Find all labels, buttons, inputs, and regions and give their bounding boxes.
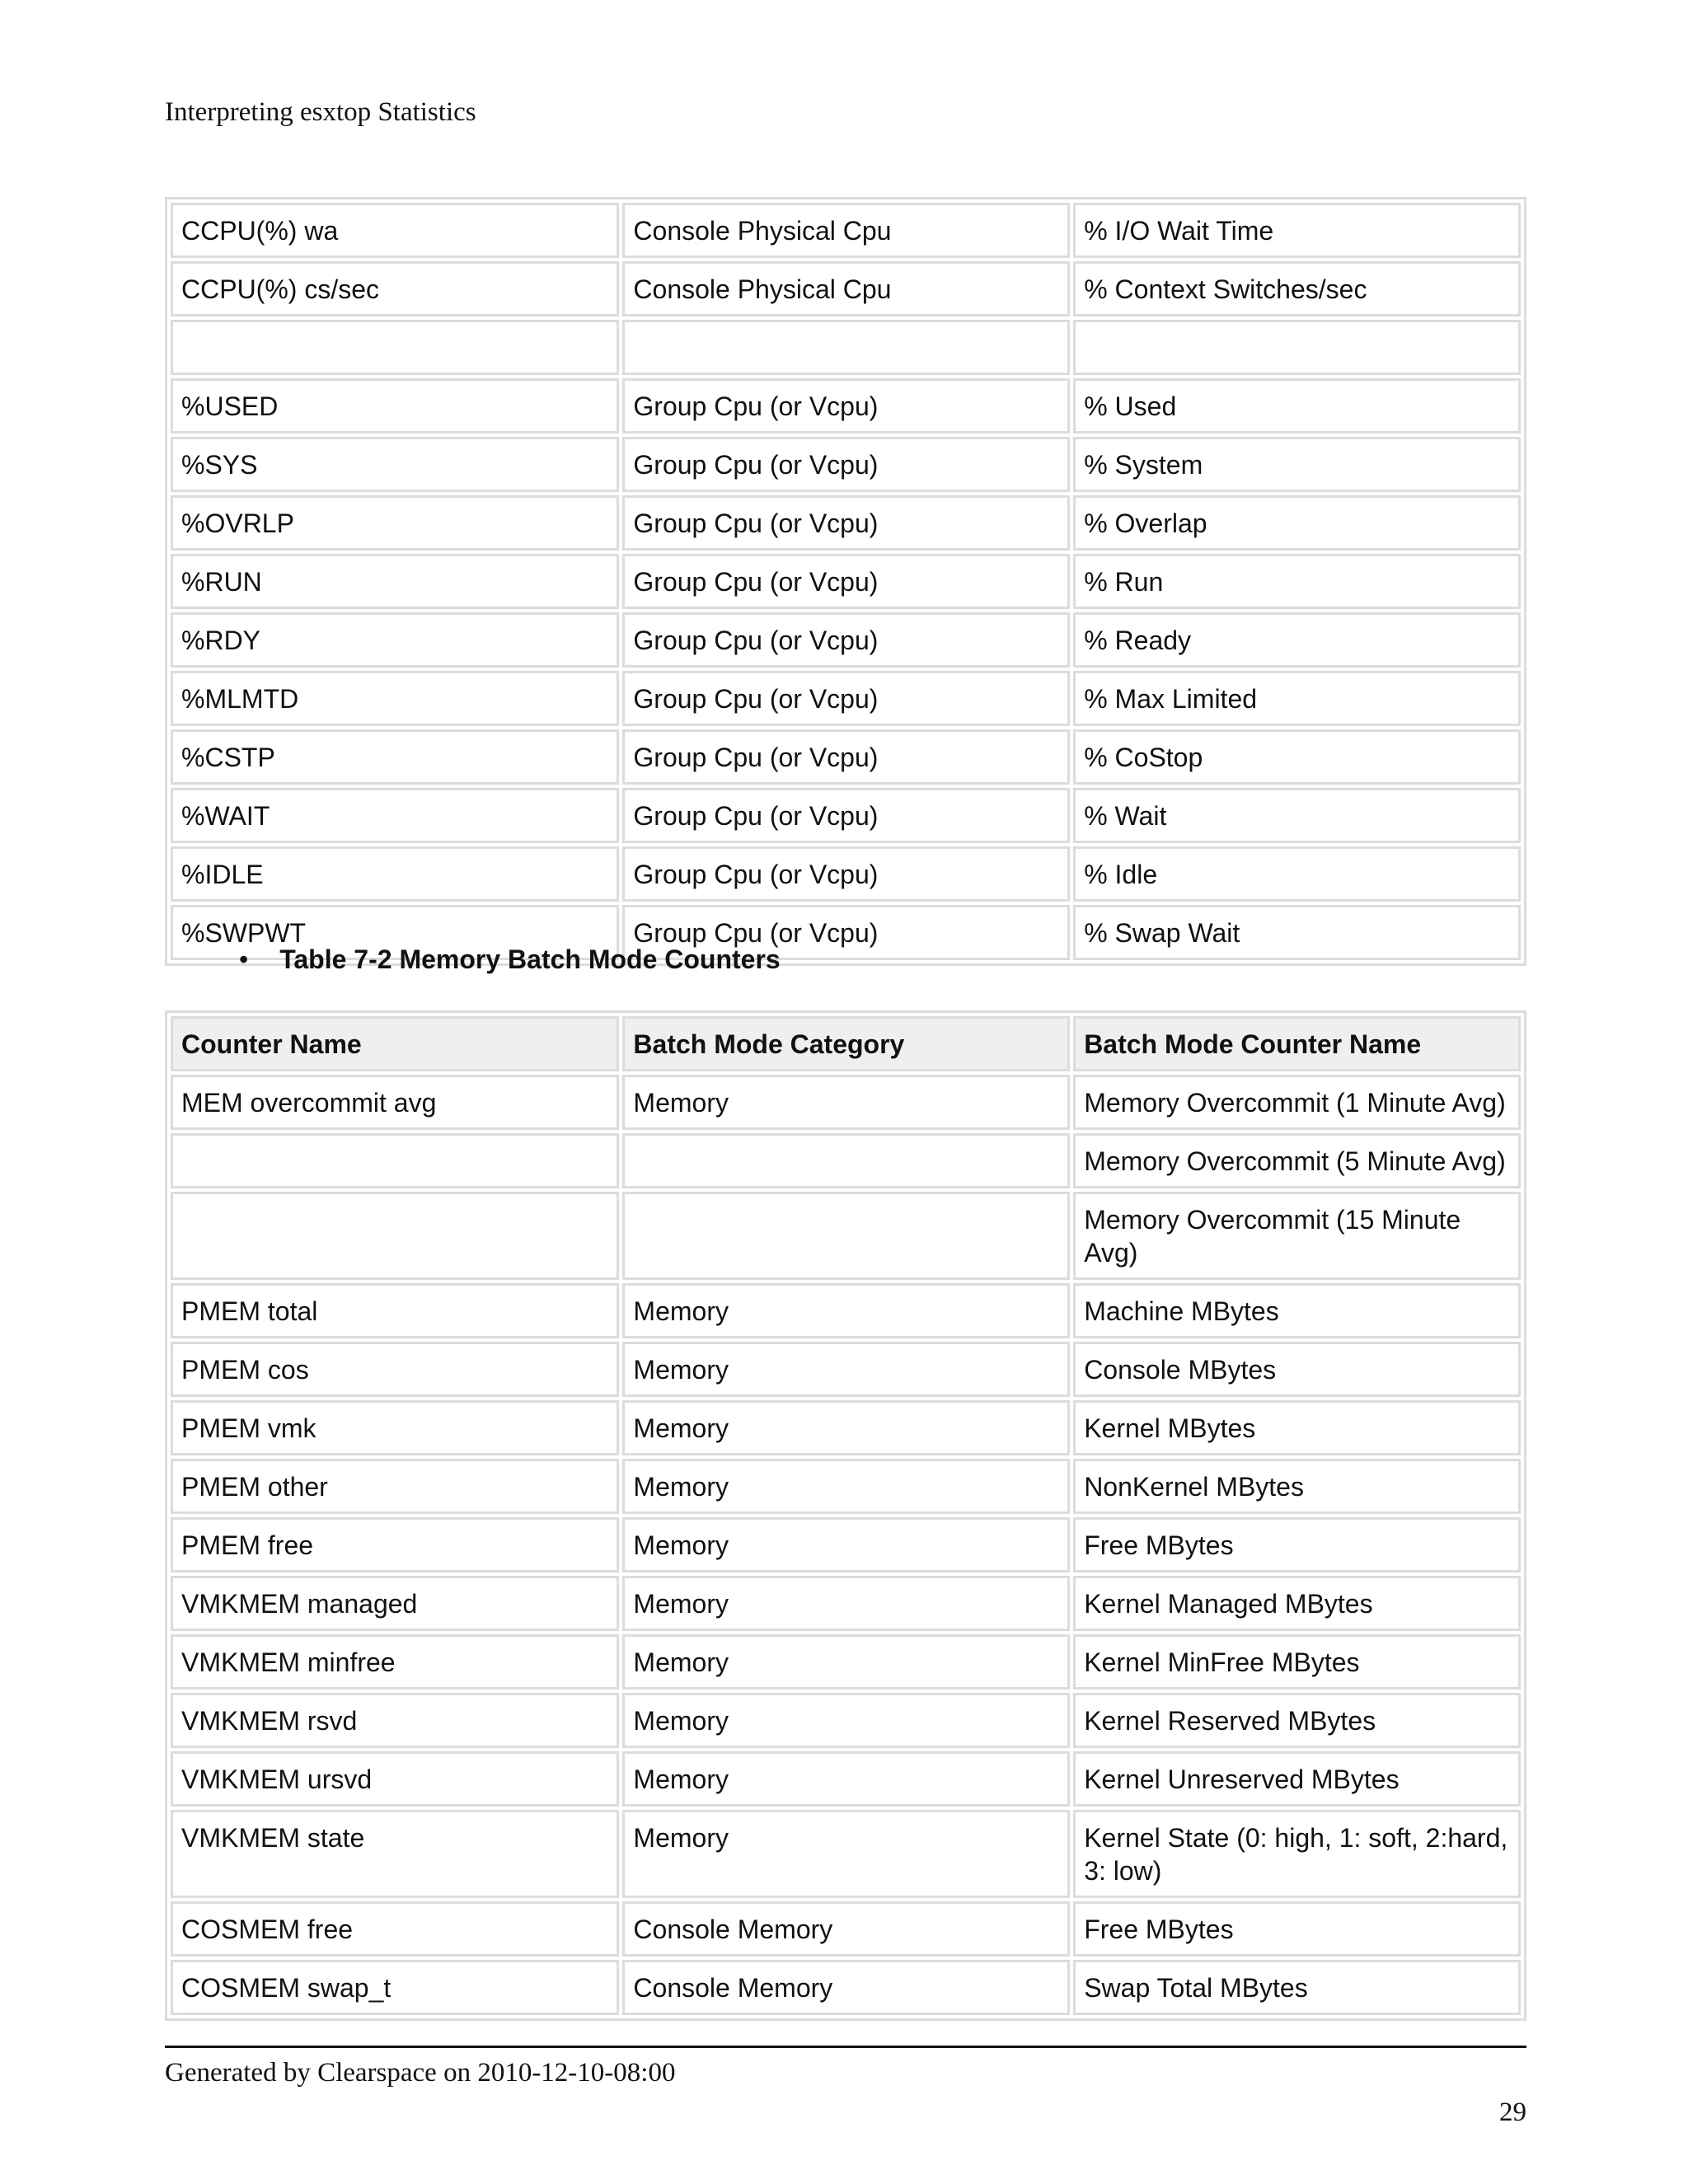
table-row xyxy=(171,1459,1521,1514)
page-number: 29 xyxy=(1499,2097,1526,2127)
cell-counter-name: VMKMEM ursvd xyxy=(171,1751,619,1807)
cell-counter-description: % I/O Wait Time xyxy=(1073,203,1521,258)
cell-counter-name: CCPU(%) cs/sec xyxy=(171,261,619,316)
cell-category: Memory xyxy=(622,1693,1070,1748)
cell-counter-name: PMEM vmk xyxy=(171,1400,619,1455)
cell-category xyxy=(622,1133,1070,1188)
table-row xyxy=(171,1192,1521,1280)
cell-counter-name: COSMEM swap_t xyxy=(171,1960,619,2015)
table-row xyxy=(171,1075,1521,1130)
cell-counter-description: % Used xyxy=(1073,378,1521,434)
cell-counter-description: Kernel MinFree MBytes xyxy=(1073,1634,1521,1690)
cell-counter-name: %CSTP xyxy=(171,729,619,785)
cell-category: Group Cpu (or Vcpu) xyxy=(622,437,1070,492)
cell-category: Group Cpu (or Vcpu) xyxy=(622,729,1070,785)
cell-category: Console Physical Cpu xyxy=(622,203,1070,258)
table-row xyxy=(171,1901,1521,1957)
cell-counter-description: Memory Overcommit (5 Minute Avg) xyxy=(1073,1133,1521,1188)
header-batch-mode-category: Batch Mode Category xyxy=(622,1016,1070,1071)
cell-counter-description: % System xyxy=(1073,437,1521,492)
cpu-counters-table xyxy=(165,197,1526,966)
cell-counter-description: Kernel Managed MBytes xyxy=(1073,1576,1521,1631)
cell-category: Group Cpu (or Vcpu) xyxy=(622,846,1070,902)
cell-category: Memory xyxy=(622,1342,1070,1397)
running-title: Interpreting esxtop Statistics xyxy=(165,97,476,127)
cell-category: Group Cpu (or Vcpu) xyxy=(622,554,1070,609)
cell-category xyxy=(622,320,1070,375)
cell-counter-description: % Context Switches/sec xyxy=(1073,261,1521,316)
cell-counter-description: % Ready xyxy=(1073,612,1521,668)
cell-counter-name: %MLMTD xyxy=(171,671,619,726)
cell-counter-name: %WAIT xyxy=(171,788,619,843)
cell-category: Memory xyxy=(622,1517,1070,1572)
cell-counter-name xyxy=(171,320,619,375)
table-row xyxy=(171,495,1521,551)
cell-category: Memory xyxy=(622,1810,1070,1898)
cell-counter-description: Console MBytes xyxy=(1073,1342,1521,1397)
cell-counter-description: % Swap Wait xyxy=(1073,905,1521,960)
cell-counter-description: Memory Overcommit (1 Minute Avg) xyxy=(1073,1075,1521,1130)
header-row xyxy=(171,1016,1521,1071)
cell-category xyxy=(622,1192,1070,1280)
table-row xyxy=(171,788,1521,843)
table-row xyxy=(171,1517,1521,1572)
cell-counter-name: VMKMEM minfree xyxy=(171,1634,619,1690)
cell-counter-name: CCPU(%) wa xyxy=(171,203,619,258)
cell-counter-description: Free MBytes xyxy=(1073,1901,1521,1957)
table-row xyxy=(171,1693,1521,1748)
cell-counter-name: PMEM total xyxy=(171,1283,619,1338)
table-row xyxy=(171,1133,1521,1188)
cell-counter-name: %OVRLP xyxy=(171,495,619,551)
table-row xyxy=(171,1576,1521,1631)
cell-counter-name xyxy=(171,1192,619,1280)
table-row xyxy=(171,1810,1521,1898)
cell-counter-name: VMKMEM managed xyxy=(171,1576,619,1631)
cell-counter-description: Free MBytes xyxy=(1073,1517,1521,1572)
cell-counter-description: Kernel Reserved MBytes xyxy=(1073,1693,1521,1748)
cell-category: Memory xyxy=(622,1634,1070,1690)
cell-counter-description: Memory Overcommit (15 Minute Avg) xyxy=(1073,1192,1521,1280)
header-counter-name: Counter Name xyxy=(171,1016,619,1071)
cell-category: Memory xyxy=(622,1400,1070,1455)
cell-category: Console Physical Cpu xyxy=(622,261,1070,316)
table-row xyxy=(171,437,1521,492)
cell-category: Memory xyxy=(622,1459,1070,1514)
bullet-icon: • xyxy=(239,944,249,974)
cell-category: Group Cpu (or Vcpu) xyxy=(622,378,1070,434)
cell-counter-name: %RUN xyxy=(171,554,619,609)
table-row xyxy=(171,1960,1521,2015)
cell-counter-name: PMEM other xyxy=(171,1459,619,1514)
table-row xyxy=(171,846,1521,902)
cell-counter-name: PMEM cos xyxy=(171,1342,619,1397)
cell-category: Memory xyxy=(622,1751,1070,1807)
cell-category: Memory xyxy=(622,1075,1070,1130)
cell-counter-description xyxy=(1073,320,1521,375)
cell-counter-name: PMEM free xyxy=(171,1517,619,1572)
cell-counter-description: Kernel MBytes xyxy=(1073,1400,1521,1455)
footer-divider xyxy=(165,2046,1526,2048)
memory-counters-table xyxy=(165,1010,1526,2021)
cell-counter-name: VMKMEM rsvd xyxy=(171,1693,619,1748)
table-row xyxy=(171,378,1521,434)
cell-category: Group Cpu (or Vcpu) xyxy=(622,671,1070,726)
cell-counter-description: % Idle xyxy=(1073,846,1521,902)
table-row xyxy=(171,1400,1521,1455)
cell-counter-description: % Overlap xyxy=(1073,495,1521,551)
cell-counter-name: COSMEM free xyxy=(171,1901,619,1957)
cell-counter-description: Machine MBytes xyxy=(1073,1283,1521,1338)
cell-category: Memory xyxy=(622,1283,1070,1338)
table-row xyxy=(171,1751,1521,1807)
table-row xyxy=(171,261,1521,316)
cell-category: Group Cpu (or Vcpu) xyxy=(622,788,1070,843)
cell-counter-description: % Wait xyxy=(1073,788,1521,843)
cell-counter-description: Swap Total MBytes xyxy=(1073,1960,1521,2015)
cell-counter-description: % CoStop xyxy=(1073,729,1521,785)
cell-counter-description: Kernel State (0: high, 1: soft, 2:hard, 3: low) xyxy=(1073,1810,1521,1898)
cell-counter-description: NonKernel MBytes xyxy=(1073,1459,1521,1514)
cell-counter-description: % Run xyxy=(1073,554,1521,609)
table-row xyxy=(171,671,1521,726)
cell-category: Console Memory xyxy=(622,1901,1070,1957)
cell-category: Memory xyxy=(622,1576,1070,1631)
cpu-counters-body xyxy=(171,203,1521,960)
memory-counters-body xyxy=(171,1075,1521,2015)
cell-counter-name: %IDLE xyxy=(171,846,619,902)
cell-category: Group Cpu (or Vcpu) xyxy=(622,495,1070,551)
cell-category: Group Cpu (or Vcpu) xyxy=(622,612,1070,668)
cell-counter-name: MEM overcommit avg xyxy=(171,1075,619,1130)
footer-generated: Generated by Clearspace on 2010-12-10-08:00 xyxy=(165,2058,676,2088)
table-row xyxy=(171,320,1521,375)
cell-counter-name: %USED xyxy=(171,378,619,434)
cell-counter-name: %RDY xyxy=(171,612,619,668)
table-row xyxy=(171,1634,1521,1690)
table-caption xyxy=(239,944,781,975)
table-row xyxy=(171,612,1521,668)
table-row xyxy=(171,1283,1521,1338)
cell-counter-name: %SWPWT xyxy=(171,905,619,960)
table-row xyxy=(171,203,1521,258)
cell-counter-name xyxy=(171,1133,619,1188)
table-row xyxy=(171,554,1521,609)
cell-category: Console Memory xyxy=(622,1960,1070,2015)
cell-counter-description: % Max Limited xyxy=(1073,671,1521,726)
caption-text: Table 7-2 Memory Batch Mode Counters xyxy=(279,944,781,974)
cell-counter-description: Kernel Unreserved MBytes xyxy=(1073,1751,1521,1807)
header-batch-mode-counter-name: Batch Mode Counter Name xyxy=(1073,1016,1521,1071)
cell-counter-name: %SYS xyxy=(171,437,619,492)
table-row xyxy=(171,729,1521,785)
cell-counter-name: VMKMEM state xyxy=(171,1810,619,1898)
table-row xyxy=(171,1342,1521,1397)
cell-category: Group Cpu (or Vcpu) xyxy=(622,905,1070,960)
